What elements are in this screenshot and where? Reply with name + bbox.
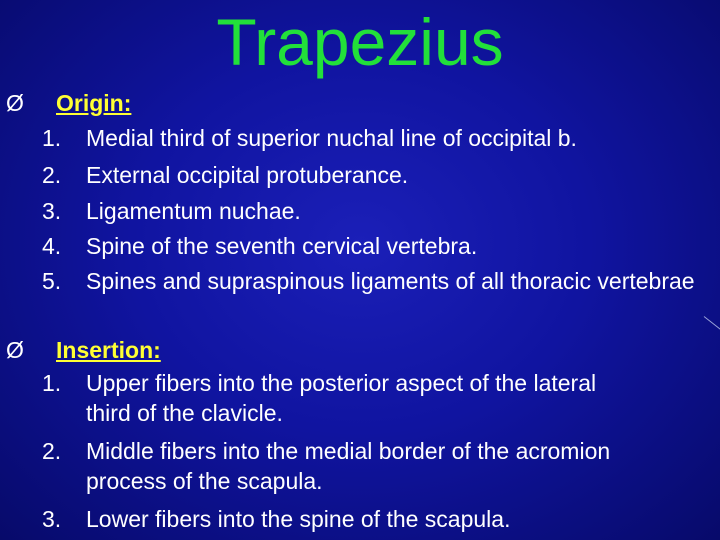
item-number: 1.	[42, 370, 62, 396]
item-number: 5.	[42, 268, 62, 294]
item-text: Upper fibers into the posterior aspect of the lateral third of the clavicle.	[86, 370, 597, 426]
origin-heading-label: Origin:	[56, 90, 132, 116]
origin-item	[42, 231, 712, 261]
item-number: 3.	[42, 198, 62, 224]
insertion-item	[42, 436, 612, 496]
arrow-bullet-icon: Ø	[6, 90, 24, 116]
origin-item	[42, 160, 712, 190]
item-text: External occipital protuberance.	[86, 162, 409, 188]
item-text: Middle fibers into the medial border of the acromion process of the scapula.	[86, 438, 611, 494]
item-text: Medial third of superior nuchal line of occipital b.	[86, 125, 577, 151]
item-number: 1.	[42, 125, 62, 151]
item-text: Lower fibers into the spine of the scapula.	[86, 506, 511, 532]
item-number: 4.	[42, 233, 62, 259]
item-text: Spines and supraspinous ligaments of all thoracic vertebrae	[86, 268, 695, 294]
insertion-item	[42, 504, 712, 534]
decorative-line	[704, 316, 720, 333]
item-text: Ligamentum nuchae.	[86, 198, 301, 224]
slide-title: Trapezius	[216, 5, 504, 79]
item-number: 2.	[42, 438, 62, 464]
item-number: 2.	[42, 162, 62, 188]
origin-item	[42, 196, 712, 226]
insertion-item	[42, 368, 632, 428]
insertion-heading	[6, 335, 161, 365]
origin-heading	[6, 88, 131, 118]
origin-item	[42, 123, 712, 153]
arrow-bullet-icon: Ø	[6, 337, 24, 363]
insertion-heading-label: Insertion:	[56, 337, 161, 363]
origin-item	[42, 266, 702, 296]
item-number: 3.	[42, 506, 62, 532]
item-text: Spine of the seventh cervical vertebra.	[86, 233, 478, 259]
